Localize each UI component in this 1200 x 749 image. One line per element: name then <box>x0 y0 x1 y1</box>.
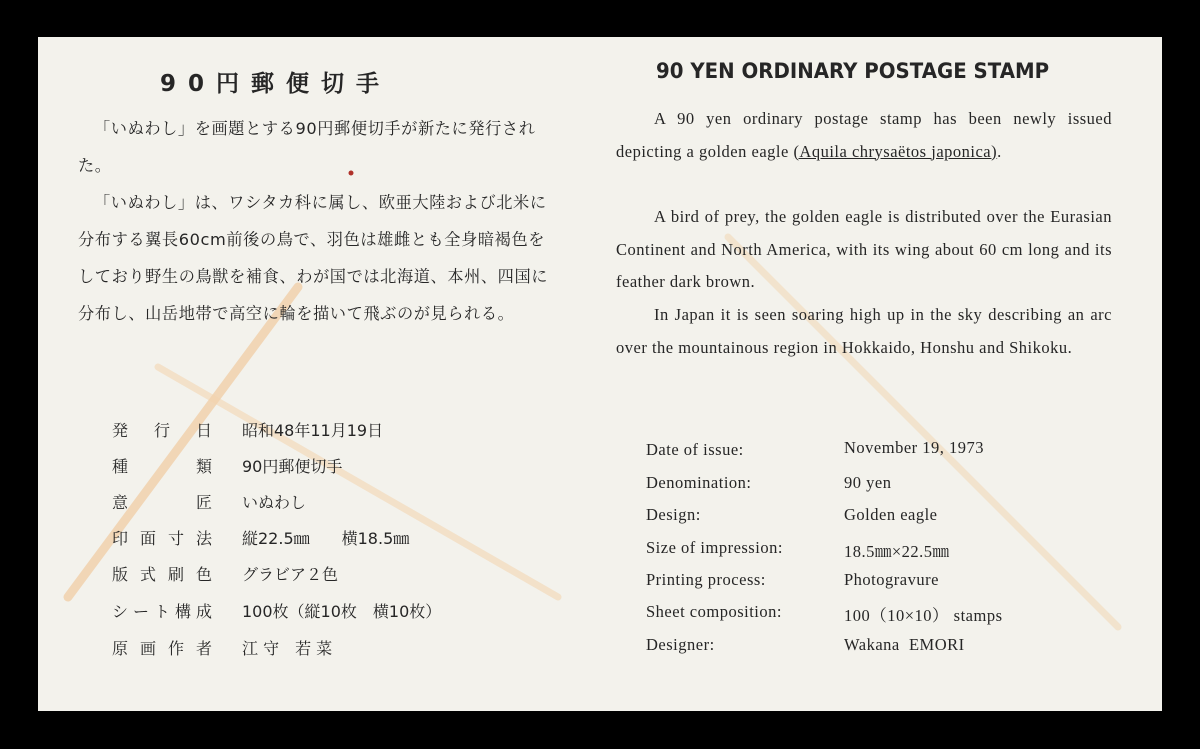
en-detail-label: Sheet composition: <box>646 602 782 621</box>
en-paragraph-1-end: . <box>997 141 1002 161</box>
en-detail-value: 100（10×10） stamps <box>844 606 1003 625</box>
en-detail-label: Design: <box>646 505 701 524</box>
en-title: 90 YEN ORDINARY POSTAGE STAMP <box>656 59 1050 83</box>
en-detail-label: Denomination: <box>646 473 752 492</box>
stamp-info-card <box>38 37 1162 711</box>
en-detail-value: 90 yen <box>844 473 892 492</box>
scientific-name: (Aquila chrysaëtos japonica) <box>793 141 998 161</box>
jp-detail-value: 昭和48年11月19日 <box>242 421 384 440</box>
en-detail-label: Designer: <box>646 635 715 654</box>
jp-paragraph-2: 「いぬわし」は、ワシタカ科に属し、欧亜大陸および北米に分布する翼長60cm前後の鳥で、羽色は雄雌とも全身暗褐色をしており野生の鳥獣を補食、わが国では北海道、本州、四国に分布し、山岳地帯で高空に輪を描いて飛ぶのが見られる。 <box>78 193 549 323</box>
en-detail-value: Wakana EMORI <box>844 635 965 654</box>
en-paragraph-1-text: A 90 yen ordinary postage stamp has been newly issued depicting a golden eagle <box>616 109 1112 161</box>
jp-detail-label: 版式刷色 <box>112 565 212 584</box>
jp-detail-value: 縦22.5㎜ 横18.5㎜ <box>242 529 410 548</box>
en-paragraph-2: A bird of prey, the golden eagle is distributed over the Eurasian Continent and North America, with its wing about 60 cm long and its feather dark brown. <box>616 207 1112 291</box>
jp-detail-value: いぬわし <box>242 493 307 512</box>
jp-detail-label: 発行日 <box>112 421 212 440</box>
jp-detail-label: 意匠 <box>112 493 212 512</box>
en-detail-label: Size of impression: <box>646 538 783 557</box>
en-detail-value: Golden eagle <box>844 505 938 524</box>
jp-detail-label: 種類 <box>112 457 212 476</box>
en-paragraph-1 <box>616 103 1112 168</box>
jp-detail-value: 90円郵便切手 <box>242 457 343 476</box>
jp-title: 90円郵便切手 <box>160 71 392 97</box>
jp-detail-value: グラビア２色 <box>242 565 339 584</box>
jp-detail-label: シート構成 <box>112 602 212 621</box>
en-detail-value: November 19, 1973 <box>844 438 985 457</box>
en-detail-label: Printing process: <box>646 570 766 589</box>
en-detail-value: Photogravure <box>844 570 939 589</box>
jp-detail-label: 印面寸法 <box>112 529 212 548</box>
en-paragraph-3: In Japan it is seen soaring high up in the sky describing an arc over the mountainous region in Hokkaido, Honshu and Shikoku. <box>616 305 1112 357</box>
jp-detail-label: 原画作者 <box>112 639 212 658</box>
en-detail-value: 18.5㎜×22.5㎜ <box>844 542 950 561</box>
en-detail-label: Date of issue: <box>646 440 744 459</box>
jp-paragraph-1: 「いぬわし」を画題とする90円郵便切手が新たに発行された。 <box>78 119 536 175</box>
jp-detail-value: 江 守 若 菜 <box>242 639 333 658</box>
jp-detail-value: 100枚（縦10枚 横10枚） <box>242 602 442 621</box>
